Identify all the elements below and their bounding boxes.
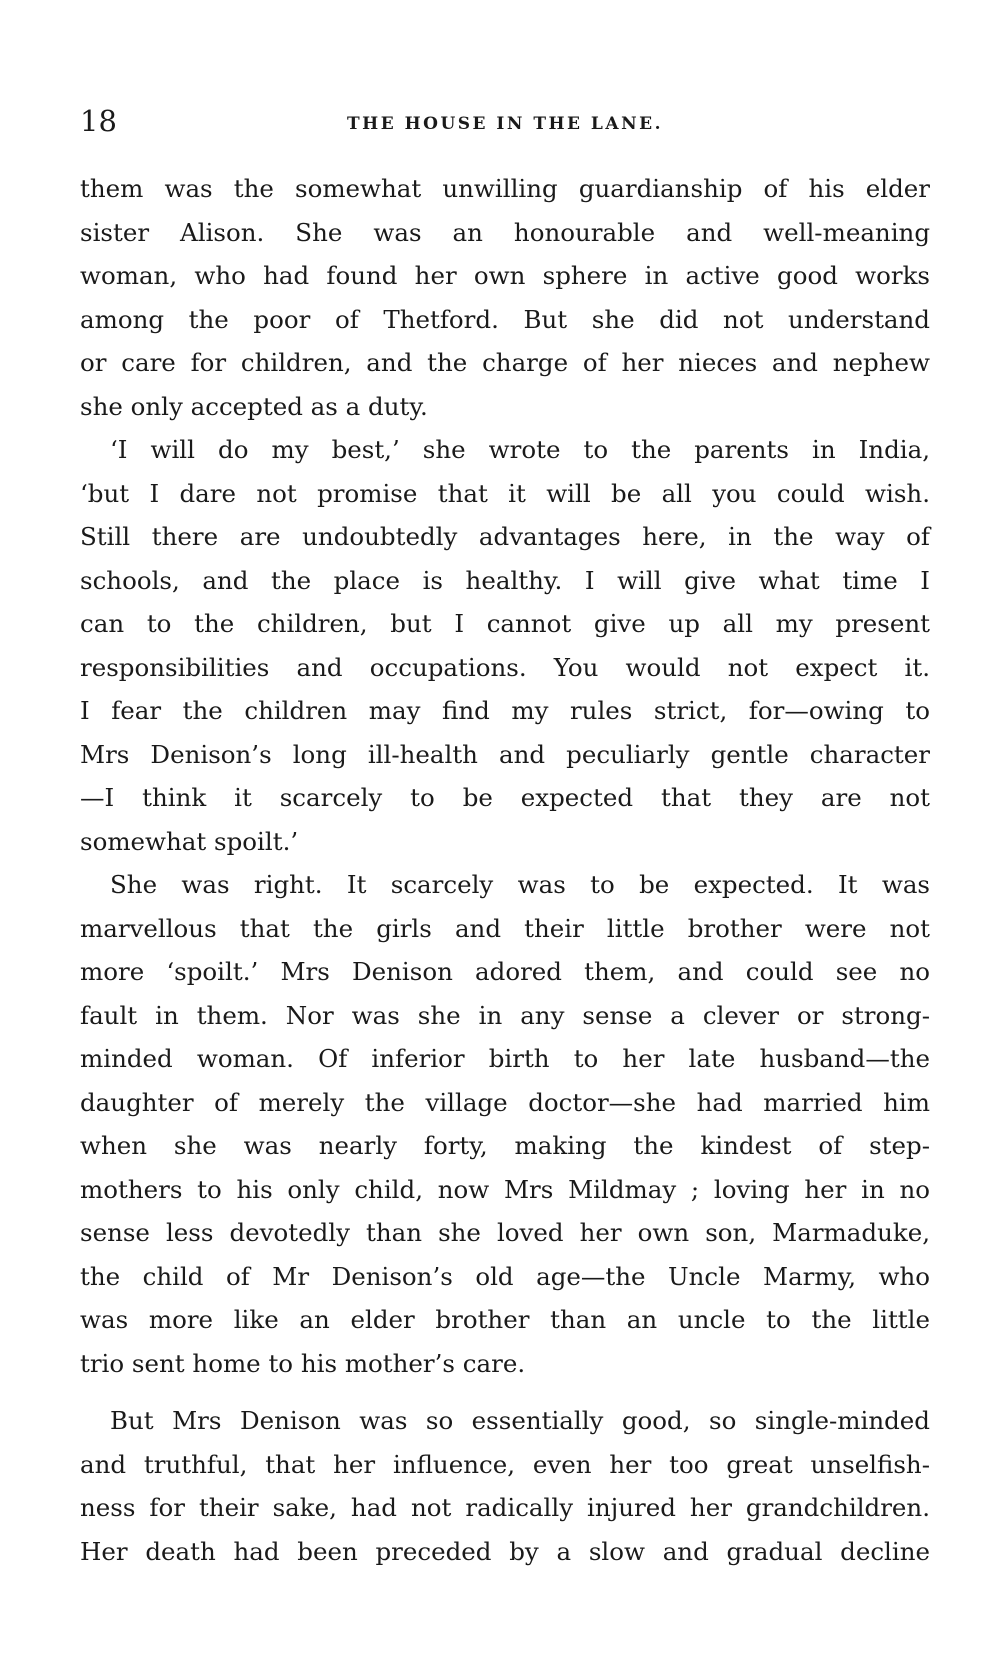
text-line: trio sent home to his mother’s care. (80, 1348, 526, 1378)
text-line: Mrs Denison’s long ill-health and peculiarly gentle character (80, 739, 930, 769)
paragraph (80, 1399, 930, 1573)
text-line: sense less devotedly than she loved her own son, Marmaduke, (80, 1218, 930, 1247)
text-line: was more like an elder brother than an uncle to the little (80, 1305, 930, 1334)
paragraph (80, 428, 930, 863)
text-line: Her death had been preceded by a slow and gradual decline (80, 1536, 930, 1566)
text-line: schools, and the place is healthy. I will give what time I (80, 565, 930, 595)
text-line: when she was nearly forty, making the kindest of step- (80, 1131, 930, 1160)
text-line: But Mrs Denison was so essentially good, so single-minded (110, 1406, 930, 1435)
text-line: responsibilities and occupations. You would not expect it. (80, 652, 930, 682)
text-line: can to the children, but I cannot give up all my present (80, 609, 930, 638)
page-header (80, 104, 930, 144)
text-line: sister Alison. She was an honourable and well-meaning (80, 217, 930, 247)
text-line: woman, who had found her own sphere in active good works (80, 261, 930, 290)
text-line: —I think it scarcely to be expected that they are not (80, 783, 930, 812)
text-line: the child of Mr Denison’s old age—the Uncle Marmy, who (80, 1261, 930, 1291)
page-number: 18 (80, 104, 117, 138)
text-line: marvellous that the girls and their little brother were not (80, 913, 930, 943)
text-line: daughter of merely the village doctor—she had married him (80, 1087, 930, 1117)
text-line: She was right. It scarcely was to be expected. It was (110, 870, 930, 899)
text-line: Still there are undoubtedly advantages here, in the way of (80, 522, 930, 551)
text-line: I fear the children may find my rules strict, for—owing to (80, 696, 930, 725)
running-title: THE HOUSE IN THE LANE. (347, 114, 663, 134)
body-text (80, 167, 930, 1573)
text-line: or care for children, and the charge of her nieces and nephew (80, 348, 930, 377)
paragraph-gap (80, 1385, 930, 1399)
paragraph (80, 167, 930, 428)
text-line: ‘I will do my best,’ she wrote to the parents in India, (110, 435, 930, 464)
text-line: fault in them. Nor was she in any sense a clever or strong- (80, 1000, 930, 1030)
text-line: minded woman. Of inferior birth to her late husband—the (80, 1044, 930, 1073)
text-line: more ‘spoilt.’ Mrs Denison adored them, and could see no (80, 957, 930, 986)
paragraph (80, 863, 930, 1385)
text-line: mothers to his only child, now Mrs Mildmay ; loving her in no (80, 1174, 930, 1204)
text-line: she only accepted as a duty. (80, 391, 428, 421)
text-line: among the poor of Thetford. But she did not understand (80, 304, 930, 334)
text-line: and truthful, that her influence, even her too great unselfish- (80, 1449, 930, 1479)
text-line: ness for their sake, had not radically injured her grandchildren. (80, 1493, 930, 1522)
text-line: ‘but I dare not promise that it will be all you could wish. (80, 478, 930, 508)
text-line: them was the somewhat unwilling guardianship of his elder (80, 174, 930, 203)
text-line: somewhat spoilt.’ (80, 826, 299, 856)
